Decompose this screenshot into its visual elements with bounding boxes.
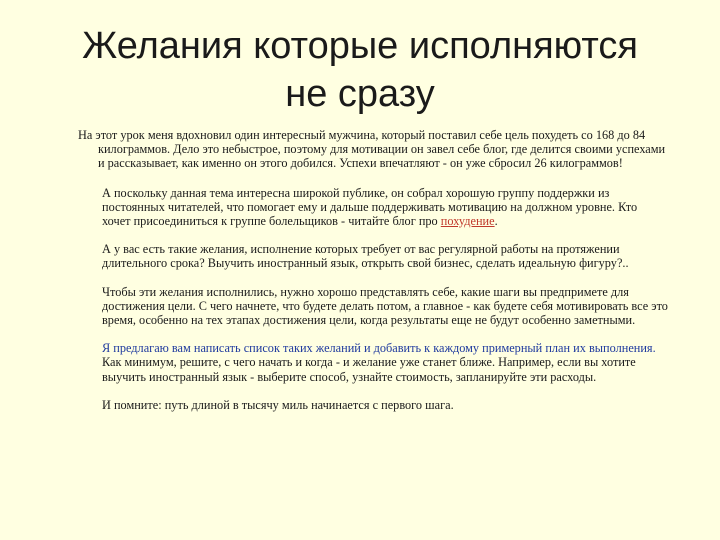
slide-title [40, 22, 680, 118]
title-line-2: не сразу [285, 73, 435, 115]
paragraph-suggestion [78, 341, 668, 384]
paragraph-question: А у вас есть такие желания, исполнение которых требует от вас регулярной работы на протяжении длительного срока? Выучить иностранный язык, открыть свой бизнес, сделать идеальную фигуру?.. [102, 242, 629, 271]
paragraph-support-group [78, 186, 668, 229]
suggestion-details: Как минимум, решите, с чего начать и когда - и желание уже станет ближе. Например, если вы хотите выучить иностранный язык - выберите способ, узнайте стоимость, запланируйте эти расходы. [102, 355, 636, 384]
paragraph-support-group-end: . [494, 214, 498, 229]
title-line-1: Желания которые исполняются [82, 25, 638, 67]
highlighted-suggestion: Я предлагаю вам написать список таких желаний и добавить к каждому примерный план их выполнения. [102, 341, 656, 356]
paragraph-intro: На этот урок меня вдохновил один интересный мужчина, который поставил себе цель похудеть со 168 до 84 килограммов. Дело это небыстрое, поэтому для мотивации он завел себе блог, где делится своими успехами и рассказывает, как именно он этого добился. Успехи впечатляют - он уже сбросил 26 килограммов! [78, 128, 666, 171]
paragraph-closing: И помните: путь длиной в тысячу миль начинается с первого шага. [102, 397, 454, 412]
paragraph-steps: Чтобы эти желания исполнились, нужно хорошо представлять себе, какие шаги вы предпримете для достижения цели. С чего начнете, что будете делать потом, а главное - как будете себя мотивировать все это время, особенно на тех этапах достижения цели, когда результаты еще не будут особенно заметными. [102, 284, 668, 328]
slide-body [78, 128, 668, 426]
paragraph-support-group-text: А поскольку данная тема интересна широкой публике, он собрал хорошую группу поддержки из постоянных читателей, что помогает ему и дальше поддерживать мотивацию на должном уровне. Кто хочет присоединиться к группе болельщиков - читайте блог про [102, 185, 638, 229]
blog-link[interactable]: похудение [440, 214, 495, 229]
